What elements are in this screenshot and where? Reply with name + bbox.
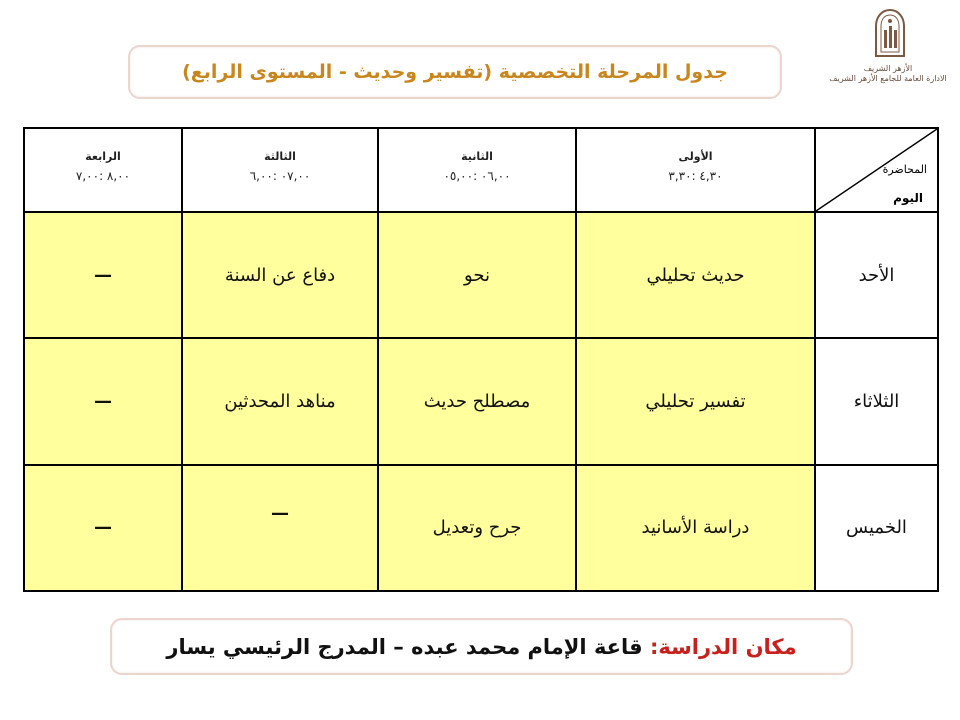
day-row [24,212,938,338]
period-time: ٠٦,٠٠ :٠٥,٠٠ [443,168,511,183]
schedule-cell: جرح وتعديل [378,465,576,591]
azhar-emblem-icon [873,8,907,60]
period-3-header [182,128,378,212]
day-name: الأحد [815,212,938,338]
schedule-cell: حديث تحليلي [576,212,815,338]
schedule-cell: — [24,338,182,464]
period-1-header [576,128,815,212]
period-name: الأولى [678,149,713,163]
schedule-cell: مصطلح حديث [378,338,576,464]
period-time: ٤,٣٠ :٣,٣٠ [668,168,723,183]
period-4-header [24,128,182,212]
period-name: الثانية [461,149,493,163]
day-row [24,465,938,591]
day-name: الخميس [815,465,938,591]
study-place-label: مكان الدراسة: [649,634,797,659]
logo-line-2: الادارة العامة للجامع الأزهر الشريف [829,74,947,83]
study-place-value: قاعة الإمام محمد عبده – المدرج الرئيسي يسار [166,634,643,659]
corner-header [815,128,938,212]
schedule-cell: — [24,465,182,591]
study-place-box [110,618,853,675]
day-row [24,338,938,464]
schedule-cell: تفسير تحليلي [576,338,815,464]
corner-lecture-label: المحاضرة [882,163,927,176]
schedule-cell: نحو [378,212,576,338]
period-name: الرابعة [85,149,121,163]
day-name: الثلاثاء [815,338,938,464]
corner-day-label: اليوم [893,191,923,205]
period-time: ٠٧,٠٠ :٦,٠٠ [249,168,311,183]
schedule-cell: — [24,212,182,338]
logo-line-1: الأزهر الشريف [863,64,913,73]
period-time: ٨,٠٠ :٧,٠٠ [75,168,131,183]
page-title: جدول المرحلة التخصصية (تفسير وحديث - المستوى الرابع) [182,61,728,83]
schedule-table [23,127,939,592]
azhar-logo [828,8,948,90]
title-box [128,45,782,99]
header-row [24,128,938,212]
schedule-cell: دراسة الأسانيد [576,465,815,591]
schedule-cell: — [182,465,378,591]
schedule-cell: مناهد المحدثين [182,338,378,464]
period-name: الثالثة [264,149,296,163]
schedule-cell: دفاع عن السنة [182,212,378,338]
period-2-header [378,128,576,212]
